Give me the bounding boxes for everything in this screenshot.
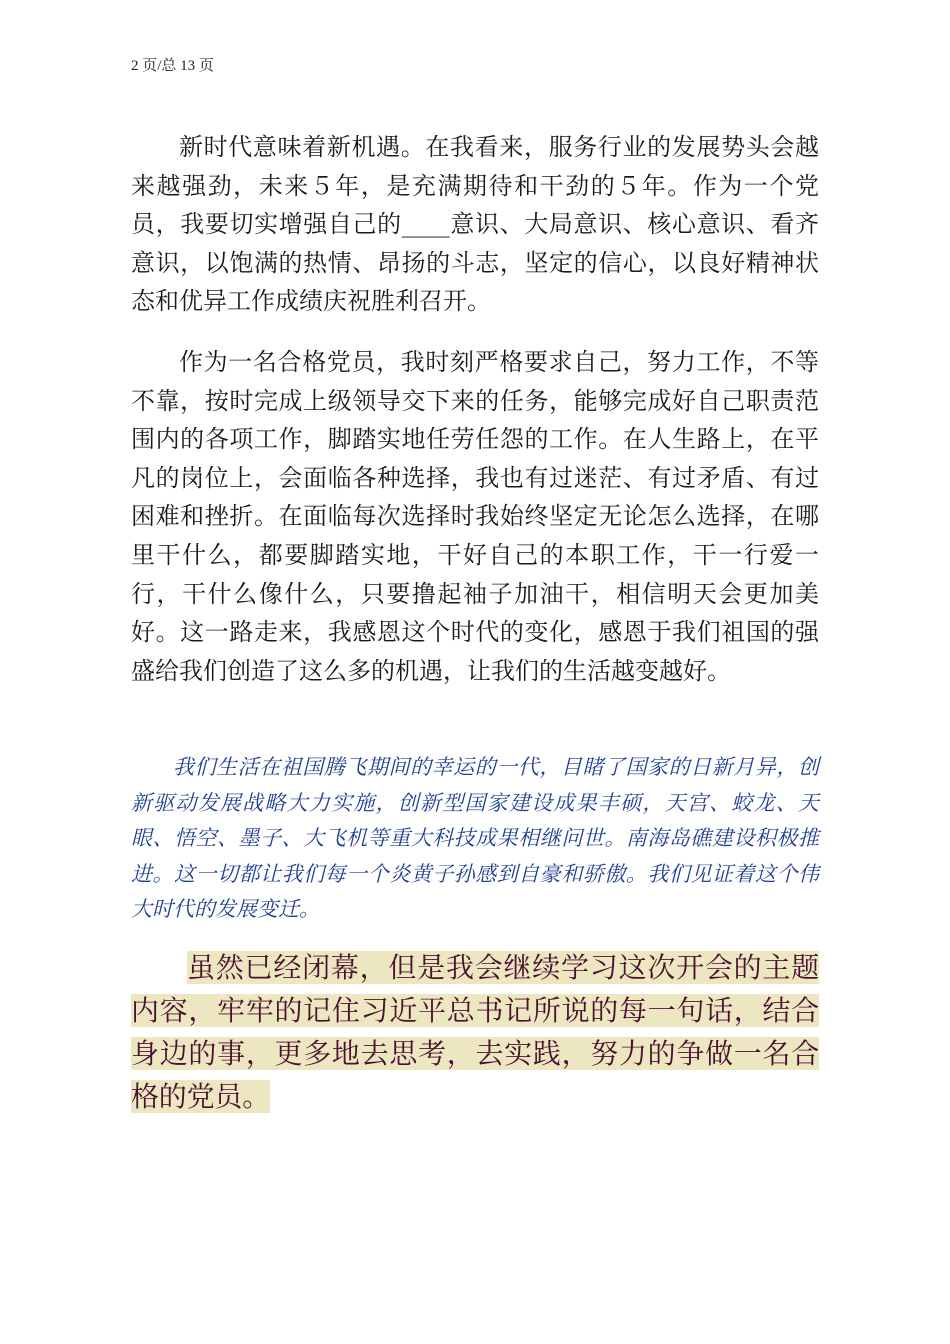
paragraph-new-era: 新时代意味着新机遇。在我看来，服务行业的发展势头会越来越强劲，未来５年，是充满期待和干劲的５年。作为一个党员，我要切实增强自己的____意识、大局意识、核心意识、看齐意识，以饱满的热情、昂扬的斗志，坚定的信心，以良好精神状态和优异工作成绩庆祝胜利召开。 [131,133,819,315]
paragraph-lucky-generation: 我们生活在祖国腾飞期间的幸运的一代，目睹了国家的日新月异，创新驱动发展战略大力实施，创新型国家建设成果丰硕，天宫、蛟龙、天眼、悟空、墨子、大飞机等重大科技成果相继问世。南海岛礁建设积极推进。这一切都让我们每一个炎黄子孙感到自豪和骄傲。我们见证着这个伟大时代的发展变迁。 [131,755,819,922]
highlighted-text: 虽然已经闭幕，但是我会继续学习这次开会的主题内容，牢牢的记住习近平总书记所说的每一句话，结合身边的事，更多地去思考，去实践，努力的争做一名合格的党员。 [131,951,819,1113]
paragraph-qualified-member: 作为一名合格党员，我时刻严格要求自己，努力工作，不等不靠，按时完成上级领导交下来的任务，能够完成好自己职责范围内的各项工作，脚踏实地任劳任怨的工作。在人生路上，在平凡的岗位上，会面临各种选择，我也有过迷茫、有过矛盾、有过困难和挫折。在面临每次选择时我始终坚定无论怎么选择，在哪里干什么，都要脚踏实地，干好自己的本职工作，干一行爱一行，干什么像什么，只要撸起袖子加油干，相信明天会更加美好。这一路走来，我感恩这个时代的变化，感恩于我们祖国的强盛给我们创造了这么多的机遇，让我们的生活越变越好。 [131,348,819,685]
paragraph-closing [131,946,819,1118]
page-number: 2 页/总 13 页 [131,58,214,74]
